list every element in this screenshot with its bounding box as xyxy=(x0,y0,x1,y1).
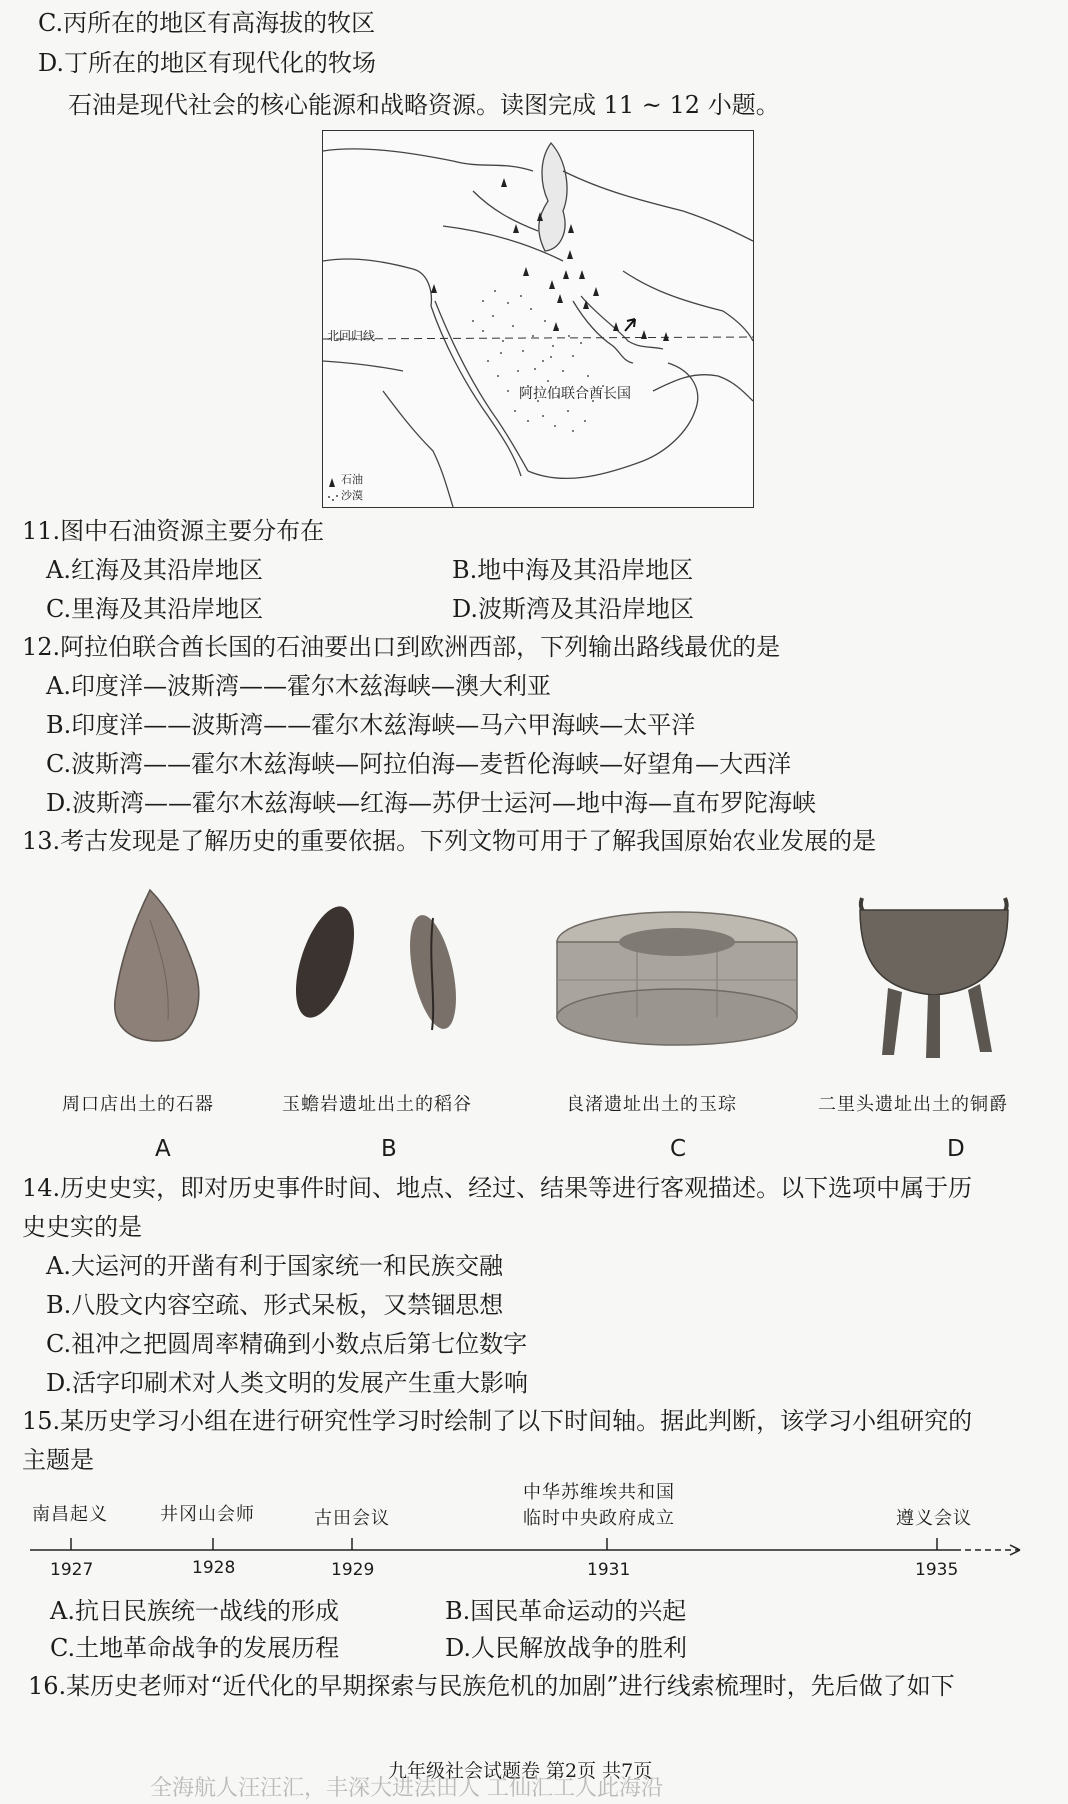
caption-b: 玉蟾岩遗址出土的稻谷 xyxy=(282,1094,472,1115)
q12-option-b: B.印度洋——波斯湾——霍尔木兹海峡—马六甲海峡—太平洋 xyxy=(46,711,696,739)
q12-option-a: A.印度洋—波斯湾——霍尔木兹海峡—澳大利亚 xyxy=(46,672,551,700)
letter-b: B xyxy=(381,1136,397,1162)
timeline-event-1931-line2: 临时中央政府成立 xyxy=(523,1508,675,1529)
legend-desert: 沙漠 xyxy=(341,489,363,502)
stone-tool-image xyxy=(115,890,199,1041)
timeline-year-1929: 1929 xyxy=(331,1560,375,1580)
letter-c: C xyxy=(670,1136,687,1162)
q11-stem: 11.图中石油资源主要分布在 xyxy=(22,517,325,545)
timeline-axis xyxy=(0,1530,1068,1570)
letter-d: D xyxy=(947,1136,965,1162)
q14-option-a: A.大运河的开凿有利于国家统一和民族交融 xyxy=(46,1252,503,1280)
uae-label: 阿拉伯联合酋长国 xyxy=(519,386,631,402)
q11-option-a: A.红海及其沿岸地区 xyxy=(46,556,263,584)
q15-stem-line1: 15.某历史学习小组在进行研究性学习时绘制了以下时间轴。据此判断，该学习小组研究的 xyxy=(22,1407,973,1435)
q15-option-c: C.土地革命战争的发展历程 xyxy=(50,1634,340,1662)
timeline-event-1927: 南昌起义 xyxy=(32,1504,108,1525)
q15-option-b: B.国民革命运动的兴起 xyxy=(445,1597,687,1625)
q11-option-b: B.地中海及其沿岸地区 xyxy=(452,556,694,584)
q16-stem: 16.某历史老师对“近代化的早期探索与民族危机的加剧”进行线索梳理时，先后做了如下 xyxy=(28,1672,955,1700)
desert-dots xyxy=(472,290,604,432)
q13-stem: 13.考古发现是了解历史的重要依据。下列文物可用于了解我国原始农业发展的是 xyxy=(22,827,877,855)
q14-option-b: B.八股文内容空疏、形式呆板，又禁锢思想 xyxy=(46,1291,504,1319)
option-d-prev: D.丁所在的地区有现代化的牧场 xyxy=(38,49,377,77)
bronze-vessel-image xyxy=(860,898,1008,1058)
timeline-event-1929: 古田会议 xyxy=(314,1508,390,1529)
rice-grain-1-image xyxy=(284,899,365,1024)
q14-option-c: C.祖冲之把圆周率精确到小数点后第七位数字 xyxy=(46,1330,528,1358)
option-c-prev: C.丙所在的地区有高海拔的牧区 xyxy=(38,9,376,37)
q12-stem: 12.阿拉伯联合酋长国的石油要出口到欧洲西部，下列输出路线最优的是 xyxy=(22,633,781,661)
page-footer: 九年级社会试题卷 第2页 共7页 xyxy=(388,1760,653,1782)
timeline-year-1928: 1928 xyxy=(192,1558,236,1578)
timeline-event-1931-line1: 中华苏维埃共和国 xyxy=(523,1482,675,1503)
jade-cong-image xyxy=(557,912,797,1045)
q11-option-c: C.里海及其沿岸地区 xyxy=(46,595,264,623)
caption-a: 周口店出土的石器 xyxy=(62,1094,214,1115)
caption-c: 良渚遗址出土的玉琮 xyxy=(566,1094,737,1115)
middle-east-map xyxy=(322,130,754,508)
tropic-label: 北回归线 xyxy=(327,329,376,343)
timeline-event-1928: 井冈山会师 xyxy=(160,1504,255,1525)
q14-option-d: D.活字印刷术对人类文明的发展产生重大影响 xyxy=(46,1369,529,1397)
intro-text: 石油是现代社会的核心能源和战略资源。读图完成 11 ~ 12 小题。 xyxy=(68,91,780,119)
q12-option-c: C.波斯湾——霍尔木兹海峡—阿拉伯海—麦哲伦海峡—好望角—大西洋 xyxy=(46,750,792,778)
timeline-event-1935: 遵义会议 xyxy=(896,1508,972,1529)
q15-stem-line2: 主题是 xyxy=(22,1446,94,1474)
q14-stem-line2: 史史实的是 xyxy=(22,1213,142,1241)
legend-oil: 石油 xyxy=(341,473,363,486)
artifact-images xyxy=(0,880,1068,1080)
q14-stem-line1: 14.历史史实，即对历史事件时间、地点、经过、结果等进行客观描述。以下选项中属于历 xyxy=(22,1174,973,1202)
timeline-year-1935: 1935 xyxy=(915,1560,959,1580)
caption-d: 二里头遗址出土的铜爵 xyxy=(818,1094,1008,1115)
timeline-year-1927: 1927 xyxy=(50,1560,94,1580)
q11-option-d: D.波斯湾及其沿岸地区 xyxy=(452,595,695,623)
map-drawing xyxy=(323,131,753,507)
q12-option-d: D.波斯湾——霍尔木兹海峡—红海—苏伊士运河—地中海—直布罗陀海峡 xyxy=(46,789,817,817)
q15-option-d: D.人民解放战争的胜利 xyxy=(445,1634,688,1662)
bleed-through-text: 全海航人汪汪汇，丰深大进法田人 工仙汇工人此海沿 xyxy=(150,1776,663,1801)
q15-option-a: A.抗日民族统一战线的形成 xyxy=(50,1597,339,1625)
letter-a: A xyxy=(155,1136,171,1162)
timeline-year-1931: 1931 xyxy=(587,1560,631,1580)
